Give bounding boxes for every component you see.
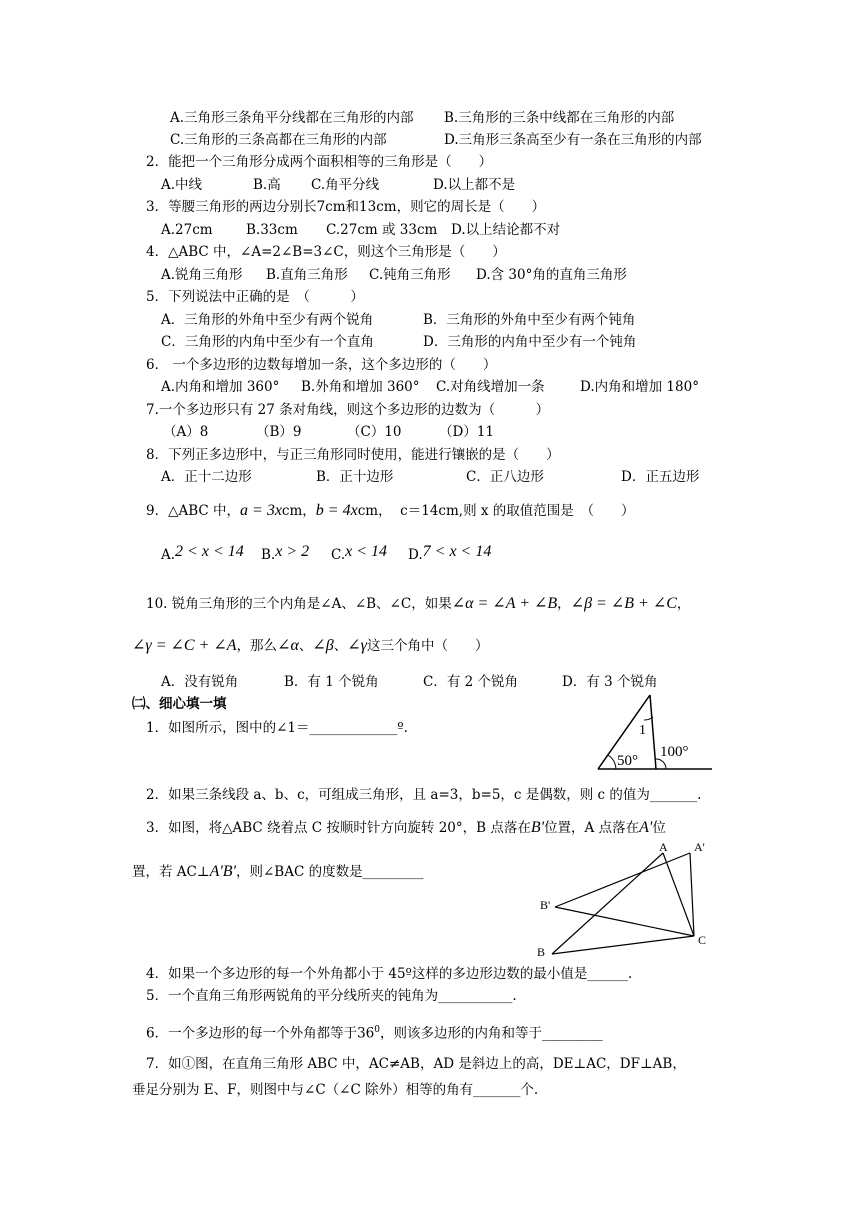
fill3-line1: 3．如图，将△ABC 绕着点 C 按顺时针方向旋转 20°，B 点落在B'位置，A 点落在A'位 — [146, 819, 666, 836]
q7-option-a: （A）8 — [163, 424, 209, 440]
q4-stem: 4．△ABC 中，∠A=2∠B=3∠C，则这个三角形是（ ） — [146, 244, 506, 260]
q10-option-a: A．没有锐角 — [161, 674, 239, 690]
q9-unit2: cm， — [357, 503, 392, 519]
q3-stem: 3．等腰三角形的两边分别长7cm和13cm，则它的周长是（ ） — [146, 199, 546, 215]
q7-option-c: （C）10 — [347, 424, 402, 440]
q2-stem: 2．能把一个三角形分成两个面积相等的三角形是（ ） — [146, 154, 493, 170]
q10-option-b: B．有 1 个锐角 — [284, 674, 379, 690]
fill6-text: 6．一个多边形的每一个外角都等于$36^0$，则该多边形的内角和等于_________ — [146, 1025, 603, 1042]
q6-option-b: B.外角和增加 360° — [301, 379, 420, 395]
fill3-bprime: B' — [530, 819, 545, 836]
q1-option-d: D.三角形三条高至少有一条在三角形的内部 — [444, 132, 702, 148]
fill6-value: 36 — [357, 1025, 375, 1042]
q10-prefix: 10. 锐角三角形的三个内角是∠A、∠B、∠C，如果 — [146, 596, 452, 612]
q4-option-d: D.含 30°角的直角三角形 — [476, 267, 627, 283]
q3-option-c: C.27cm 或 33cm — [326, 222, 438, 238]
q10-stem-line1: 10. 锐角三角形的三个内角是∠A、∠B、∠C，如果∠α = ∠A + ∠B，∠β = ∠B + ∠C， — [146, 595, 691, 612]
fig3-side-BpAp — [555, 853, 690, 907]
q9-prefix: 9．△ABC 中， — [146, 503, 241, 519]
q7-option-d: （D）11 — [439, 424, 495, 440]
q4-option-a: A.锐角三角形 — [161, 267, 243, 283]
q1-option-b: B.三角形的三条中线都在三角形的内部 — [444, 110, 675, 126]
fill7-line2: 垂足分别为 E、F，则图中与∠C（∠C 除外）相等的角有_______个. — [132, 1082, 539, 1098]
q3-option-b: B.33cm — [246, 222, 298, 238]
q3-option-a: A.27cm — [161, 222, 213, 238]
fill4-text: 4．如果一个多边形的每一个外角都小于 45º这样的多边形边数的最小值是______. — [146, 966, 633, 982]
fill7-line1: 7．如①图，在直角三角形 ABC 中，AC≠AB，AD 是斜边上的高，DE⊥AC，DF⊥AB， — [146, 1056, 686, 1072]
figure-3-rotation — [535, 838, 715, 960]
fig3-label-A-prime: A' — [694, 840, 705, 854]
fig1-right-side — [650, 695, 656, 769]
q10-stem-line2: ∠γ = ∠C + ∠A，那么∠α、∠β、∠γ这三个角中（ ） — [132, 637, 489, 654]
q2-option-a: A.中线 — [161, 177, 203, 193]
q10-expr-gamma: ∠γ = ∠C + ∠A — [132, 637, 237, 654]
q5-option-a: A．三角形的外角中至少有两个锐角 — [161, 312, 374, 328]
q8-stem: 8．下列正多边形中，与正三角形同时使用，能进行镶嵌的是（ ） — [146, 447, 560, 463]
q9-option-c: C.x < 14 — [331, 543, 388, 563]
fill3-line2: 置，若 AC⊥A'B'，则∠BAC 的度数是_________ — [132, 863, 424, 880]
fill3-apbp: A'B' — [209, 863, 236, 880]
q7-stem: 7.一个多边形只有 27 条对角线，则这个多边形的边数为（ ） — [146, 402, 550, 418]
q1-option-a: A.三角形三条角平分线都在三角形的内部 — [170, 110, 414, 126]
fig3-label-C: C — [698, 933, 707, 947]
q9-stem — [146, 502, 635, 520]
q4-option-c: C.钝角三角形 — [369, 267, 451, 283]
fig1-label-1: 1 — [639, 723, 646, 738]
fig1-label-50: 50° — [617, 753, 638, 769]
q5-option-c: C．三角形的内角中至少有一个直角 — [161, 334, 374, 350]
q3-option-d: D.以上结论都不对 — [451, 222, 561, 238]
figure-1-angles — [590, 685, 720, 775]
fill1-text: 1．如图所示，图中的∠1＝_____________º. — [146, 720, 408, 736]
q9-rest: c＝14cm,则 x 的取值范围是 （ ） — [400, 503, 635, 519]
fig1-label-100: 100° — [660, 744, 689, 760]
q9-option-d: D.7 < x < 14 — [408, 543, 492, 563]
q9-option-b: B.x > 2 — [261, 543, 310, 563]
q6-option-d: D.内角和增加 180° — [580, 379, 699, 395]
fig3-label-B-prime: B' — [540, 898, 551, 912]
q1-option-c: C.三角形的三条高都在三角形的内部 — [170, 132, 387, 148]
fill6-degree: 0 — [374, 1025, 381, 1035]
q6-option-a: A.内角和增加 360° — [161, 379, 280, 395]
q10-option-d: D．有 3 个锐角 — [562, 674, 658, 690]
q6-stem: 6． 一个多边形的边数每增加一条，这个多边形的（ ） — [146, 357, 497, 373]
fig3-side-BC — [552, 936, 694, 954]
q5-option-b: B．三角形的外角中至少有两个钝角 — [423, 312, 636, 328]
q9-unit1: cm， — [281, 503, 316, 519]
q10-suffix: 这三个角中（ ） — [366, 638, 489, 654]
q7-option-b: （B）9 — [256, 424, 302, 440]
q8-option-a: A．正十二边形 — [161, 469, 252, 485]
q6-option-c: C.对角线增加一条 — [436, 379, 545, 395]
fig3-side-BA — [552, 853, 663, 954]
fig3-label-A: A — [659, 840, 668, 854]
fig1-arc-100 — [655, 759, 666, 769]
q9-option-a: A.2 < x < 14 — [161, 543, 244, 563]
q5-option-d: D．三角形的内角中至少有一个钝角 — [423, 334, 637, 350]
q9-b-expr: b = 4x — [315, 502, 358, 519]
fig1-arc-50 — [608, 755, 616, 769]
fig3-label-B: B — [537, 945, 546, 959]
q10-expr-alpha: ∠α = ∠A + ∠B — [451, 595, 558, 612]
q9-a-expr: a = 3x — [240, 502, 282, 519]
fill5-text: 5．一个直角三角形两锐角的平分线所夹的钝角为___________. — [146, 988, 517, 1004]
q4-option-b: B.直角三角形 — [266, 267, 348, 283]
section-2-title: ㈡、细心填一填 — [132, 696, 227, 712]
q8-option-d: D．正五边形 — [621, 469, 700, 485]
q10-option-c: C．有 2 个锐角 — [423, 674, 519, 690]
fig3-side-ApC — [690, 853, 694, 936]
q10-expr-beta: ∠β = ∠B + ∠C — [570, 595, 677, 612]
fill3-aprime: A' — [639, 819, 653, 836]
fig3-side-AC — [663, 853, 694, 936]
q2-option-c: C.角平分线 — [311, 177, 380, 193]
q2-option-d: D.以上都不是 — [433, 177, 516, 193]
q8-option-c: C．正八边形 — [466, 469, 544, 485]
q5-stem: 5．下列说法中正确的是 （ ） — [146, 289, 364, 305]
q8-option-b: B．正十边形 — [316, 469, 394, 485]
fill2-text: 2．如果三条线段 a、b、c，可组成三角形，且 a=3，b=5，c 是偶数，则 c 的值为_______. — [146, 787, 702, 803]
q2-option-b: B.高 — [253, 177, 281, 193]
